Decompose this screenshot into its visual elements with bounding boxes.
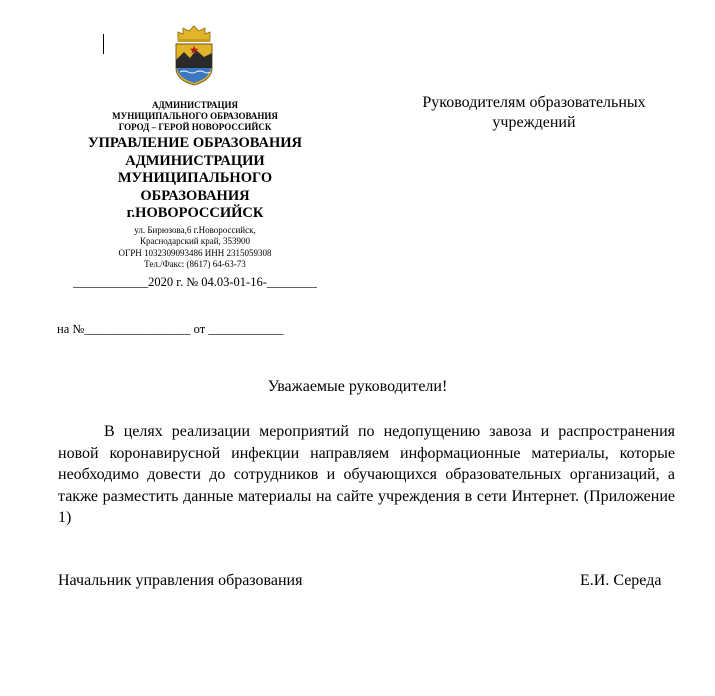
addressee-line-2: учреждений bbox=[492, 114, 576, 131]
department-line-5: г.НОВОРОССИЙСК bbox=[126, 205, 264, 221]
department-line-1: УПРАВЛЕНИЕ ОБРАЗОВАНИЯ bbox=[87, 135, 302, 151]
date-number-line: ____________2020 г. № 04.03-01-16-________ bbox=[73, 274, 317, 289]
address-line-2: Краснодарский край, 353900 bbox=[139, 236, 251, 246]
addressee bbox=[398, 93, 670, 133]
department-line-2: АДМИНИСТРАЦИИ bbox=[125, 152, 265, 169]
phone-fax: Тел./Факс: (8617) 64-63-73 bbox=[144, 259, 246, 269]
department-line-4: ОБРАЗОВАНИЯ bbox=[140, 187, 250, 204]
body-paragraph: В целях реализации мероприятий по недопущению завоза и распространения новой коронавирусной инфекции направляем информационные материалы, которые необходимо довести до сотрудников и обучающихся образовательных организаций, а также разместить данные материалы на сайте учреждения в сети Интернет. (Приложение 1) bbox=[58, 423, 675, 526]
letterhead bbox=[55, 100, 335, 290]
department-line-3: МУНИЦИПАЛЬНОГО bbox=[117, 170, 273, 186]
admin-line-2: МУНИЦИПАЛЬНОГО ОБРАЗОВАНИЯ bbox=[112, 111, 278, 121]
department-name bbox=[55, 135, 335, 223]
address-line-1: ул. Бирюзова,6 г.Новороссийск, bbox=[134, 224, 256, 235]
admin-line-1: АДМИНИСТРАЦИЯ bbox=[151, 100, 239, 110]
reference-line: на №_________________ от ____________ bbox=[57, 322, 284, 336]
address-block bbox=[55, 225, 335, 271]
addressee-line-1: Руководителям образовательных bbox=[422, 94, 646, 111]
greeting: Уважаемые руководители! bbox=[267, 378, 448, 395]
city-crest-emblem bbox=[173, 24, 215, 86]
signatory-name: Е.И. Середа bbox=[580, 572, 662, 589]
address-line-3: ОГРН 1032309093486 ИНН 2315059308 bbox=[118, 247, 272, 258]
signatory-title: Начальник управления образования bbox=[58, 572, 303, 589]
text-cursor bbox=[103, 34, 104, 54]
admin-line-3: ГОРОД – ГЕРОЙ НОВОРОССИЙСК bbox=[118, 122, 272, 132]
